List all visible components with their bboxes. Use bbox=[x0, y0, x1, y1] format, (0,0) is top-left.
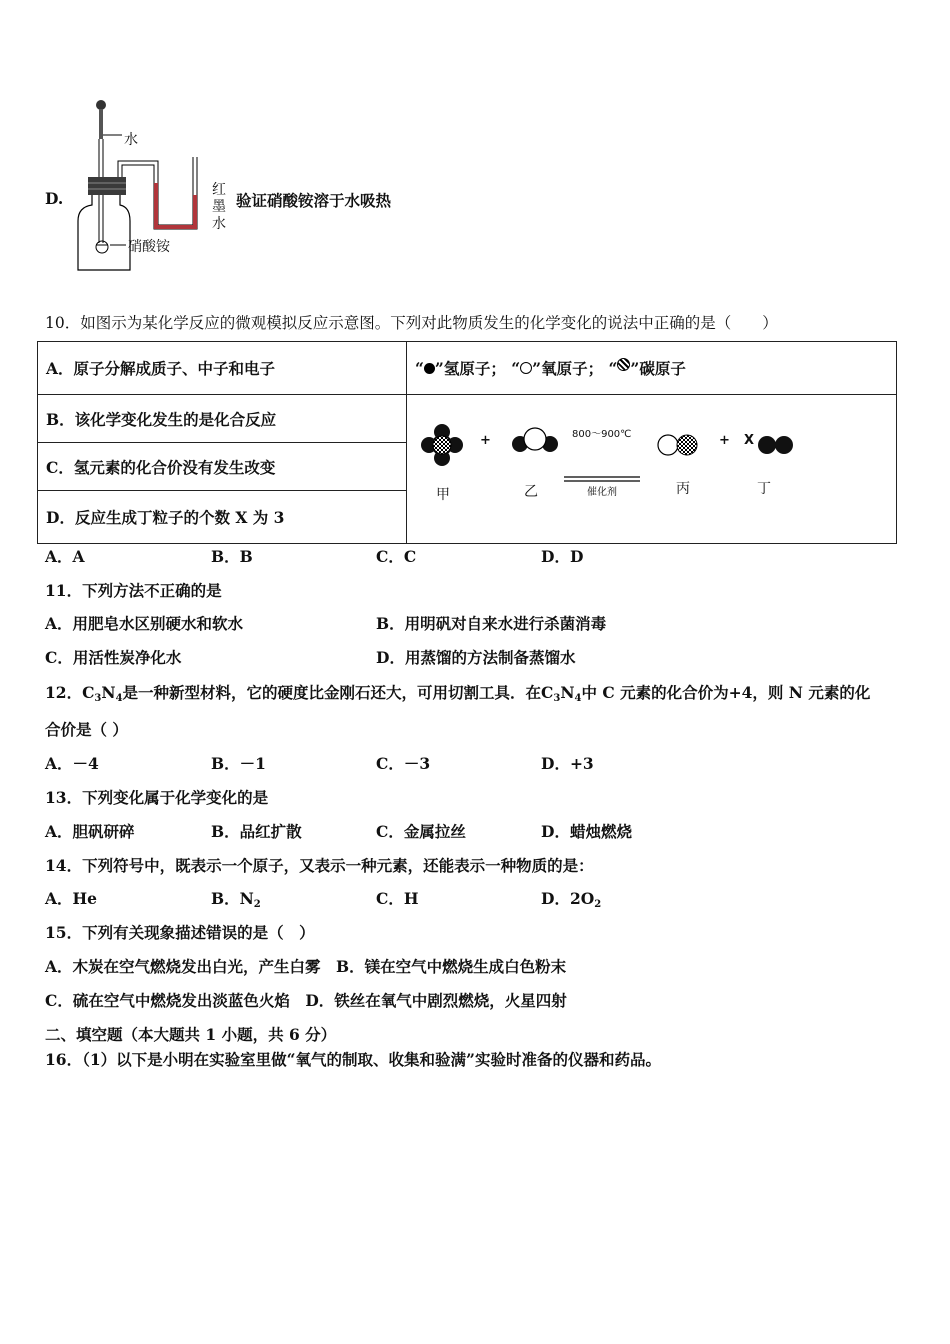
q14-option-b: B．$N_2$ bbox=[211, 889, 261, 910]
option-d-label: D. bbox=[45, 189, 64, 208]
q14-option-c: C．H bbox=[376, 889, 419, 908]
q11-stem: 11．下列方法不正确的是 bbox=[45, 581, 222, 600]
red-ink bbox=[156, 183, 195, 227]
label-bing: 丙 bbox=[676, 481, 690, 497]
q10-row-b: B．该化学变化发生的是化合反应 bbox=[38, 395, 407, 443]
q11-option-c: C．用活性炭净化水 bbox=[45, 648, 182, 667]
q10-choice-c: C．C bbox=[376, 547, 417, 566]
label-jia: 甲 bbox=[436, 487, 450, 503]
q16-stem: 16．（1）以下是小明在实验室里做“氧气的制取、收集和验满”实验时准备的仪器和药品。 bbox=[45, 1050, 661, 1069]
q12-stem-line1: 12．$C_3N_4$是一种新型材料，它的硬度比金刚石还大，可用切割工具．在$C_3N_4$中 C 元素的化合价为+4，则 N 元素的化 bbox=[45, 683, 871, 704]
q10-row-a: A．原子分解成质子、中子和电子 bbox=[38, 342, 407, 395]
label-red-ink: 红 墨 水 bbox=[212, 182, 226, 232]
q13-option-a: A．胆矾研碎 bbox=[45, 822, 135, 841]
plus-sign-2: + bbox=[719, 433, 730, 448]
q11-option-a: A．用肥皂水区别硬水和软水 bbox=[45, 614, 244, 633]
q10-choice-a: A．A bbox=[45, 547, 85, 566]
q12-stem-line2: 合价是（ ） bbox=[45, 720, 128, 739]
q12-option-d: D．+3 bbox=[541, 754, 594, 773]
molecule-jia bbox=[421, 424, 463, 466]
label-yi: 乙 bbox=[524, 484, 538, 500]
oxygen-atom-icon bbox=[520, 362, 532, 374]
q14-stem: 14．下列符号中，既表示一个原子，又表示一种元素，还能表示一种物质的是： bbox=[45, 856, 594, 875]
molecule-bing bbox=[658, 435, 697, 455]
stopper bbox=[88, 177, 126, 195]
q11-option-d: D．用蒸馏的方法制备蒸馏水 bbox=[376, 648, 576, 667]
molecule-yi bbox=[512, 428, 558, 452]
experiment-caption: 验证硝酸铵溶于水吸热 bbox=[236, 191, 392, 210]
q10-row-d: D．反应生成丁粒子的个数 X 为 3 bbox=[38, 491, 407, 544]
q12-option-c: C．－3 bbox=[376, 754, 431, 773]
q12-option-b: B．－1 bbox=[211, 754, 266, 773]
q15-stem: 15．下列有关现象描述错误的是（ ） bbox=[45, 923, 315, 942]
label-water: 水 bbox=[124, 132, 138, 148]
plus-sign-1: + bbox=[480, 433, 491, 448]
q15-options-line2: C．硫在空气中燃烧发出淡蓝色火焰 D．铁丝在氧气中剧烈燃烧，火星四射 bbox=[45, 991, 567, 1010]
section-heading: 二、填空题（本大题共 1 小题，共 6 分） bbox=[45, 1025, 337, 1044]
q11-option-b: B．用明矾对自来水进行杀菌消毒 bbox=[376, 614, 607, 633]
q10-choice-d: D．D bbox=[541, 547, 584, 566]
q12-option-a: A．－4 bbox=[45, 754, 99, 773]
bottle bbox=[78, 195, 130, 270]
q13-option-d: D．蜡烛燃烧 bbox=[541, 822, 632, 841]
dropper-bulb bbox=[96, 100, 106, 110]
q13-option-c: C．金属拉丝 bbox=[376, 822, 466, 841]
q10-table bbox=[37, 341, 897, 544]
catalyst-label: 催化剂 bbox=[587, 487, 617, 498]
q14-option-a: A．He bbox=[45, 889, 98, 908]
q10-stem: 10．如图示为某化学反应的微观模拟反应示意图。下列对此物质发生的化学变化的说法中正确的是（ ） bbox=[45, 314, 778, 332]
q13-stem: 13．下列变化属于化学变化的是 bbox=[45, 788, 269, 807]
label-ding: 丁 bbox=[757, 481, 771, 497]
q10-choice-b: B．B bbox=[211, 547, 253, 566]
q13-option-b: B．品红扩散 bbox=[211, 822, 302, 841]
label-ammonium-nitrate: 硝酸铵 bbox=[128, 239, 170, 255]
q15-options-line1: A．木炭在空气燃烧发出白光，产生白雾 B．镁在空气中燃烧生成白色粉末 bbox=[45, 957, 567, 976]
reaction-condition: 800～900℃ bbox=[572, 429, 632, 440]
hydrogen-atom-icon bbox=[424, 363, 435, 374]
reaction-diagram bbox=[407, 395, 896, 543]
molecule-ding bbox=[758, 436, 793, 454]
dropper-tube bbox=[99, 109, 103, 139]
q14-option-d: D．$2O_2$ bbox=[541, 889, 602, 910]
coefficient-x: X bbox=[744, 433, 755, 448]
carbon-atom-icon bbox=[617, 358, 630, 371]
q10-diagram-cell bbox=[407, 395, 897, 544]
q10-row-c: C．氢元素的化合价没有发生改变 bbox=[38, 443, 407, 491]
q10-legend: “ ”氢原子； “ ”氧原子； “ ”碳原子 bbox=[407, 342, 897, 395]
